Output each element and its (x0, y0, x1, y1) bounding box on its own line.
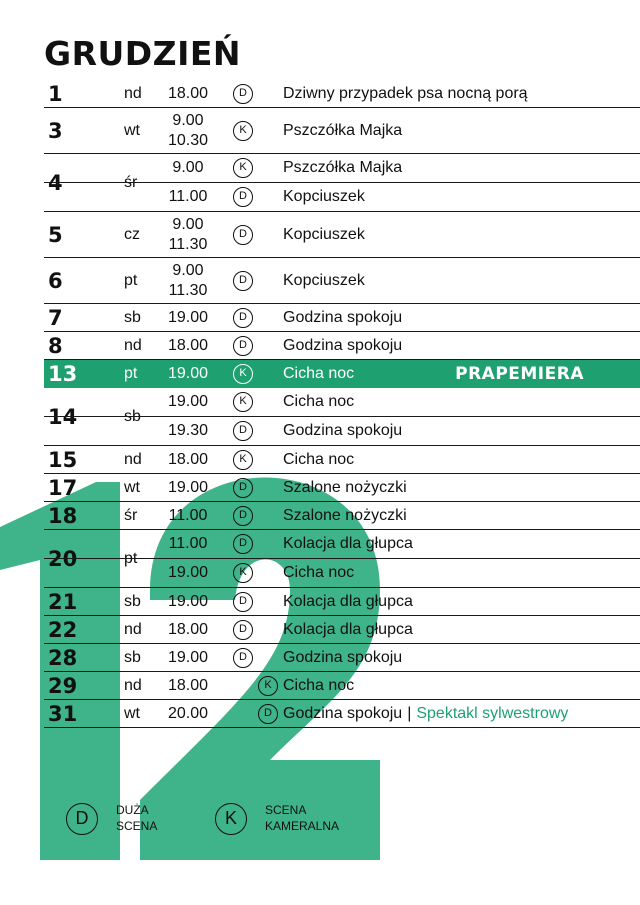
schedule-row (44, 258, 640, 304)
show-time: 9.00 (172, 112, 204, 129)
show-title (283, 535, 413, 553)
show-title (283, 422, 402, 440)
day-number: 20 (48, 546, 78, 571)
show-title-text: Pszczółka Majka (283, 159, 403, 176)
show-time: 11.00 (168, 535, 208, 552)
schedule-row (44, 502, 640, 530)
show-title-text: Godzina spokoju (283, 309, 403, 326)
weekday: nd (124, 84, 142, 102)
show-title-text: Cicha noc (283, 365, 355, 382)
show-title (283, 593, 413, 611)
show-times (166, 421, 210, 441)
weekday: sb (124, 648, 141, 666)
show-title (283, 705, 568, 723)
show-times (166, 84, 210, 104)
show-times (166, 563, 210, 583)
performance-entry (44, 108, 640, 154)
legend-line: KAMERALNA (265, 819, 340, 833)
schedule-row (44, 388, 640, 446)
show-note: Spektakl sylwestrowy (416, 705, 569, 722)
performance-entry (44, 388, 640, 416)
schedule-row (44, 474, 640, 502)
performance-entry (44, 616, 640, 644)
day-number: 21 (48, 589, 78, 614)
show-times (166, 648, 210, 668)
show-times (166, 450, 210, 470)
show-title-text: Kolacja dla głupca (283, 535, 413, 552)
performance-entry (44, 588, 640, 616)
show-title-text: Szalone nożyczki (283, 507, 407, 524)
stage-k-icon: K (258, 676, 278, 696)
schedule-row (44, 212, 640, 258)
show-time: 19.30 (167, 421, 209, 439)
schedule-row (44, 672, 640, 700)
performance-entry (44, 80, 640, 108)
show-times (166, 592, 210, 612)
stage-d-icon: D (233, 336, 253, 356)
show-title (283, 122, 402, 140)
weekday: sb (124, 308, 141, 326)
stage-d-icon: D (233, 308, 253, 328)
show-time: 19.00 (167, 593, 209, 610)
day-number: 6 (48, 268, 63, 293)
schedule-row (44, 332, 640, 360)
show-times (166, 215, 210, 255)
performance-entry (44, 304, 640, 332)
show-title (283, 365, 354, 383)
show-title (283, 479, 407, 497)
day-number: 15 (48, 447, 78, 472)
stage-k-icon: K (233, 158, 253, 178)
performance-entry (44, 212, 640, 258)
schedule-row (44, 616, 640, 644)
show-time: 19.00 (167, 309, 209, 326)
day-number: 29 (48, 673, 78, 698)
performance-entry (44, 416, 640, 444)
show-title-text: Kopciuszek (283, 226, 365, 243)
show-title-text: Dziwny przypadek psa nocną porą (283, 85, 528, 102)
show-title (283, 649, 402, 667)
weekday: śr (124, 173, 138, 191)
show-title-text: Kolacja dla głupca (283, 593, 413, 610)
schedule-row (44, 700, 640, 728)
show-time: 18.00 (167, 337, 209, 354)
weekday: pt (124, 271, 138, 289)
day-number: 13 (48, 361, 78, 386)
show-time: 19.00 (167, 563, 209, 581)
show-times (166, 534, 210, 554)
stage-d-icon: D (233, 421, 253, 441)
performance-entry (44, 154, 640, 182)
show-time: 19.00 (167, 365, 209, 382)
stage-d-icon: D (66, 803, 98, 835)
show-title-text: Godzina spokoju (283, 705, 403, 722)
schedule-row (44, 108, 640, 154)
performance-entry (44, 672, 640, 700)
schedule-row (44, 80, 640, 108)
show-title (283, 393, 354, 411)
weekday: cz (124, 225, 140, 243)
weekday: nd (124, 336, 142, 354)
show-time: 18.00 (167, 677, 209, 694)
schedule-row (44, 360, 640, 388)
show-times (166, 704, 210, 724)
stage-k-icon: K (233, 563, 253, 583)
show-times (166, 392, 210, 412)
show-title (283, 272, 365, 290)
show-title-text: Pszczółka Majka (283, 122, 403, 139)
schedule-row (44, 304, 640, 332)
stage-d-icon: D (233, 225, 253, 245)
page-title: GRUDZIEŃ (44, 34, 242, 73)
show-time: 18.00 (167, 451, 209, 468)
performance-entry (44, 446, 640, 474)
show-times (166, 506, 210, 526)
weekday: pt (124, 549, 138, 567)
show-times (166, 620, 210, 640)
show-title-text: Cicha noc (283, 563, 355, 581)
stage-d-icon: D (233, 592, 253, 612)
day-number: 28 (48, 645, 78, 670)
stage-k-icon: K (233, 121, 253, 141)
stage-d-icon: D (258, 704, 278, 724)
day-number: 17 (48, 475, 78, 500)
weekday: wt (124, 704, 140, 722)
show-time: 11.00 (168, 187, 208, 205)
show-title (283, 188, 365, 206)
legend-text (265, 802, 385, 834)
show-times (166, 336, 210, 356)
day-number: 5 (48, 222, 63, 247)
show-title (283, 677, 354, 695)
show-title-text: Cicha noc (283, 451, 355, 468)
schedule-row (44, 588, 640, 616)
show-time: 11.30 (168, 236, 208, 253)
stage-d-icon: D (233, 534, 253, 554)
schedule-row (44, 154, 640, 212)
show-title (283, 85, 528, 103)
schedule-row (44, 644, 640, 672)
show-title-text: Kolacja dla głupca (283, 621, 413, 638)
show-title-text: Kopciuszek (283, 272, 365, 289)
performance-entry (44, 644, 640, 672)
weekday: wt (124, 478, 140, 496)
show-time: 9.00 (172, 159, 204, 176)
performance-entry (44, 502, 640, 530)
show-times (166, 158, 210, 178)
performance-entry (44, 332, 640, 360)
weekday: pt (124, 364, 138, 382)
legend-line: SCENA (116, 819, 158, 833)
stage-d-icon: D (233, 478, 253, 498)
stage-d-icon: D (233, 84, 253, 104)
show-time: 9.00 (172, 216, 204, 233)
weekday: sb (124, 592, 141, 610)
day-number: 22 (48, 617, 78, 642)
stage-d-icon: D (233, 187, 253, 207)
show-title (283, 451, 354, 469)
legend-line: DUŻA (116, 803, 149, 817)
day-number: 8 (48, 333, 63, 358)
stage-d-icon: D (233, 506, 253, 526)
day-number: 14 (48, 404, 78, 429)
show-times (166, 308, 210, 328)
stage-legend (66, 801, 386, 841)
stage-d-icon: D (233, 271, 253, 291)
stage-d-icon: D (233, 648, 253, 668)
show-title-text: Godzina spokoju (283, 649, 403, 666)
stage-d-icon: D (233, 620, 253, 640)
show-title-text: Kopciuszek (283, 187, 365, 205)
show-title (283, 337, 402, 355)
performance-entry (44, 558, 640, 586)
day-number: 1 (48, 81, 63, 106)
legend-line: SCENA (265, 803, 307, 817)
show-time: 19.00 (167, 649, 209, 666)
show-title-text: Cicha noc (283, 393, 355, 410)
performance-entry (44, 474, 640, 502)
premiere-badge: PRAPEMIERA (455, 363, 584, 384)
show-times (166, 676, 210, 696)
weekday: sb (124, 407, 141, 425)
day-number: 3 (48, 118, 63, 143)
performance-entry (44, 700, 640, 728)
show-title (283, 621, 413, 639)
show-title-text: Szalone nożyczki (283, 479, 407, 496)
weekday: wt (124, 121, 140, 139)
weekday: śr (124, 506, 138, 524)
schedule-table (44, 80, 640, 728)
show-times (166, 111, 210, 151)
weekday: nd (124, 620, 142, 638)
performance-entry (44, 182, 640, 210)
show-title (283, 507, 407, 525)
show-times (166, 364, 210, 384)
show-time: 20.00 (167, 705, 209, 722)
schedule-row (44, 530, 640, 588)
stage-k-icon: K (215, 803, 247, 835)
show-time: 10.30 (167, 132, 209, 149)
show-time: 19.00 (167, 479, 209, 496)
show-time: 18.00 (167, 85, 209, 102)
show-time: 19.00 (167, 393, 209, 410)
weekday: nd (124, 450, 142, 468)
day-number: 7 (48, 305, 63, 330)
day-number: 4 (48, 170, 63, 195)
show-title (283, 309, 402, 327)
show-title-text: Godzina spokoju (283, 337, 403, 354)
show-time: 18.00 (167, 621, 209, 638)
weekday: nd (124, 676, 142, 694)
performance-entry (44, 530, 640, 558)
show-title (283, 159, 402, 177)
show-title (283, 226, 365, 244)
show-time: 11.30 (168, 282, 208, 299)
show-times (166, 261, 210, 301)
day-number: 18 (48, 503, 78, 528)
stage-k-icon: K (233, 392, 253, 412)
title-separator: | (407, 705, 412, 722)
show-time: 9.00 (172, 262, 204, 279)
show-title (283, 564, 354, 582)
schedule-row (44, 446, 640, 474)
show-times (166, 187, 210, 207)
stage-k-icon: K (233, 364, 253, 384)
show-times (166, 478, 210, 498)
stage-k-icon: K (233, 450, 253, 470)
performance-entry (44, 258, 640, 304)
day-number: 31 (48, 701, 78, 726)
show-title-text: Godzina spokoju (283, 421, 403, 439)
show-time: 11.00 (168, 507, 208, 524)
show-title-text: Cicha noc (283, 677, 355, 694)
